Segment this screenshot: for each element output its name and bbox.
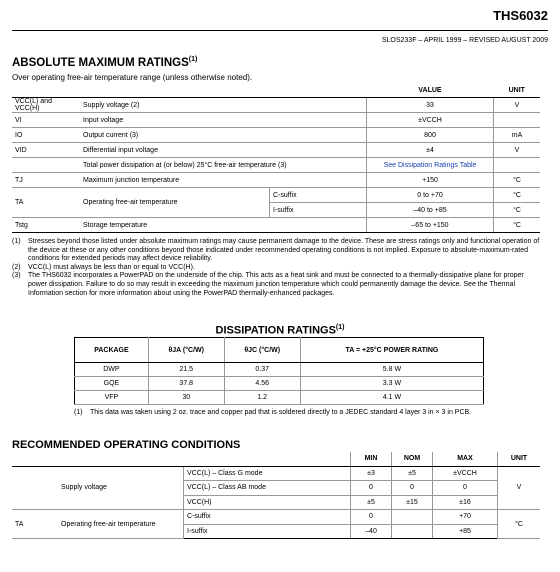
table-row: Total power dissipation at (or below) 25°C free-air temperature (3) See Dissipation Ratings Table: [12, 158, 540, 173]
table-row: GQE 37.8 4.56 3.3 W: [75, 377, 484, 391]
table-row: TA Operating free-air temperature C-suffix 0 to +70 °C: [12, 188, 540, 203]
recommended-table: [12, 452, 540, 539]
col-unit: UNIT: [494, 84, 541, 98]
table-row: I-suffix –40 +85: [12, 524, 540, 539]
dissipation-footnote: (1) This data was taken using 2 oz. trace and copper pad that is soldered directly to a JEDEC standard 4 layer 3 in × 3 in PCB.: [74, 409, 472, 416]
footnote: (3) The THS6032 incorporates a PowerPAD on the underside of the chip. This acts as a heat sink and must be connected to a thermally-dissipative plane for proper power dissipation. Failure to do so may result in exceeding the maximum junction temperature which could permanently damage the device. See the Thermal Information section for more information about using the PowerPAD thermally-enhanced packages.: [12, 272, 524, 297]
table-header-row: MIN NOM MAX UNIT: [12, 452, 540, 466]
table-row: VCC(H) ±5 ±15 ±16: [12, 495, 540, 510]
header-rule: [12, 30, 548, 31]
part-number: THS6032: [493, 8, 548, 23]
table-row: IO Output current (3) 800 mA: [12, 128, 540, 143]
table-row: Supply voltage VCC(L) – Class G mode ±3 ±5 ±VCCH V: [12, 466, 540, 481]
abs-max-footnotes: [12, 238, 540, 298]
table-header-row: PACKAGE θJA (°C/W) θJC (°C/W) TA = +25°C POWER RATING: [75, 338, 484, 363]
abs-max-subtitle: Over operating free-air temperature range (unless otherwise noted).: [12, 73, 253, 82]
abs-max-title: ABSOLUTE MAXIMUM RATINGS$^{(1)}$: [12, 56, 198, 69]
footnote: (1) Stresses beyond those listed under absolute maximum ratings may cause permanent damage to the device. These are stress ratings only and functional operation of the device at these or any other conditions beyond those indicated under recommended operating conditions is not implied. Exposure to absolute-maximum-rated conditions for extended periods may affect device reliability.: [12, 238, 540, 263]
footnote: (2) VCC(L) must always be less than or equal to VCC(H).: [12, 263, 195, 271]
table-row: VFP 30 1.2 4.1 W: [75, 391, 484, 405]
table-row: DWP 21.5 0.37 5.8 W: [75, 363, 484, 377]
table-header-row: [12, 84, 540, 98]
document-id: SLOS233F – APRIL 1999 – REVISED AUGUST 2009: [381, 37, 548, 44]
col-value: VALUE: [367, 84, 494, 98]
table-row: VI Input voltage ±VCCH: [12, 113, 540, 128]
dissipation-table: [74, 337, 484, 405]
table-row: TJ Maximum junction temperature +150 °C: [12, 173, 540, 188]
table-row: I-suffix –40 to +85 °C: [12, 203, 540, 218]
table-row: VCC(L) and VCC(H) Supply voltage (2) 33 V: [12, 98, 540, 113]
table-row: VID Differential input voltage ±4 V: [12, 143, 540, 158]
dissipation-table-link[interactable]: See Dissipation Ratings Table: [367, 158, 494, 173]
dissipation-title: DISSIPATION RATINGS$^{(1)}$: [215, 324, 345, 337]
table-row: VCC(L) – Class AB mode 0 0 0: [12, 481, 540, 496]
table-row: TA Operating free-air temperature C-suffix 0 +70 °C: [12, 510, 540, 525]
table-row: Tstg Storage temperature –65 to +150 °C: [12, 218, 540, 233]
abs-max-table: [12, 84, 540, 233]
recommended-title: RECOMMENDED OPERATING CONDITIONS: [12, 439, 241, 451]
